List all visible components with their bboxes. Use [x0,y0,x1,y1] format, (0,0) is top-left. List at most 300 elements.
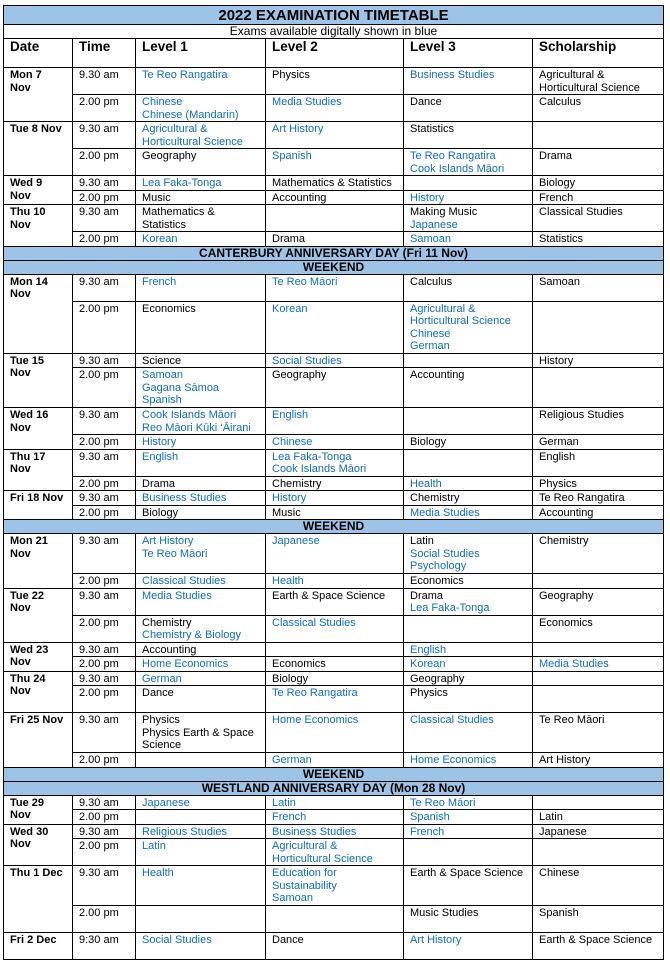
level-3-cell [404,95,533,122]
exam-subject: Business Studies [272,825,357,838]
exam-subject: Geography [142,150,197,162]
exam-subject: Biology [142,506,179,519]
time-cell: 9.30 am [73,408,136,435]
level-3-cell [404,476,533,491]
exam-subject: Music [272,506,301,519]
level-2-cell [266,588,404,615]
exam-subject: Dance [142,687,174,699]
page-title: 2022 EXAMINATION TIMETABLE [4,6,664,25]
scholarship-cell [533,274,664,301]
level-2-cell [266,933,404,960]
level-1-cell [136,449,266,476]
band-row [4,520,664,534]
scholarship-cell [533,408,664,435]
session-row [4,839,664,866]
scholarship-cell [533,906,664,933]
level-3-cell [404,301,533,353]
exam-subject: Accounting [410,369,465,381]
level-2-cell [266,435,404,450]
exam-subject: French [272,811,307,823]
band-label: WEEKEND [4,260,664,274]
date-cell: Wed 16 Nov [4,408,73,450]
exam-subject: Education for [272,867,337,879]
level-1-cell [136,615,266,642]
level-2-cell [266,866,404,906]
session-row [4,232,664,247]
exam-subject: Business Studies [410,69,495,81]
time-cell: 9.30 am [73,713,136,753]
exam-subject: Chinese [272,436,313,448]
time-cell: 9.30 am [73,795,136,810]
exam-subject: Accounting [272,191,327,204]
session-row [4,408,664,435]
level-1-cell [136,839,266,866]
title-row [4,6,664,25]
exam-subject: Spanish [142,394,182,406]
time-cell: 9.30 am [73,176,136,191]
level-2-cell [266,642,404,657]
exam-subject: Dance [272,934,304,946]
exam-subject: Geography [410,672,465,685]
level-3-cell [404,642,533,657]
exam-subject: Classical Studies [142,575,226,587]
session-row [4,657,664,672]
level-3-cell [404,435,533,450]
exam-subject: Art History [142,535,194,547]
session-row [4,122,664,149]
scholarship-cell [533,95,664,122]
level-3-cell [404,686,533,713]
date-cell: Wed 23 Nov [4,642,73,671]
session-row [4,933,664,960]
level-1-cell [136,686,266,713]
level-2-cell [266,810,404,825]
exam-subject: Samoan [410,233,451,245]
scholarship-cell [533,534,664,574]
band-label: CANTERBURY ANNIVERSARY DAY (Fri 11 Nov) [4,246,664,260]
scholarship-cell [533,353,664,368]
level-1-cell [136,122,266,149]
exam-subject: Earth & Space Science [272,589,386,602]
date-cell: Wed 9 Nov [4,176,73,205]
level-2-cell [266,190,404,205]
level-1-cell [136,491,266,506]
session-row [4,505,664,520]
level-1-cell [136,866,266,906]
exam-subject: Accounting [539,506,594,519]
band-label: WEEKEND [4,520,664,534]
scholarship-cell [533,753,664,768]
page-subtitle: Exams available digitally shown in blue [4,25,664,39]
level-1-cell [136,642,266,657]
scholarship-cell [533,810,664,825]
exam-subject: Horticultural Science [539,81,640,94]
time-cell: 2.00 pm [73,615,136,642]
date-cell: Tue 15 Nov [4,353,73,408]
exam-subject: Lea Faka-Tonga [142,177,222,189]
exam-subject: Lea Faka-Tonga [410,602,490,614]
session-row [4,534,664,574]
exam-subject: Making Music [410,206,478,218]
exam-subject: English [410,643,447,656]
exam-subject: Economics [272,658,326,670]
level-2-cell [266,795,404,810]
level-3-cell [404,824,533,839]
exam-subject: Mathematics & Statistics [272,177,392,189]
level-2-cell [266,657,404,672]
exam-subject: French [539,191,574,204]
timetable [3,5,664,960]
exam-subject: Religious Studies [142,825,227,838]
scholarship-cell [533,713,664,753]
header-row [4,39,664,68]
date-cell: Thu 24 Nov [4,671,73,713]
level-3-cell [404,149,533,176]
time-cell: 2.00 pm [73,368,136,408]
exam-subject: Psychology [410,560,467,572]
session-row [4,274,664,301]
level-2-cell [266,408,404,435]
exam-subject: Media Studies [142,589,212,602]
time-cell: 2.00 pm [73,574,136,589]
scholarship-cell [533,122,664,149]
level-1-cell [136,713,266,753]
time-cell: 2.00 pm [73,839,136,866]
exam-subject: Te Reo Rangatira [539,492,625,504]
date-cell: Fri 25 Nov [4,713,73,768]
exam-subject: Social Studies [272,354,342,367]
level-3-cell [404,353,533,368]
date-cell: Thu 17 Nov [4,449,73,491]
exam-subject: Classical Studies [410,714,494,726]
exam-subject: Latin [142,840,166,852]
exam-subject: History [539,354,574,367]
exam-subject: Te Reo Rangatira [410,150,496,162]
level-1-cell [136,906,266,933]
exam-subject: Agricultural & [539,69,605,81]
level-3-cell [404,274,533,301]
header-level-1: Level 1 [136,39,266,68]
session-row [4,824,664,839]
level-2-cell [266,753,404,768]
session-row [4,588,664,615]
exam-subject: Latin [539,811,563,823]
exam-subject: German [539,436,579,448]
time-cell: 2.00 pm [73,657,136,672]
level-1-cell [136,205,266,232]
scholarship-cell [533,301,664,353]
level-1-cell [136,574,266,589]
band-label: WEEKEND [4,767,664,781]
level-1-cell [136,408,266,435]
session-row [4,686,664,713]
time-cell: 9.30 am [73,534,136,574]
date-cell: Thu 10 Nov [4,205,73,247]
session-row [4,906,664,933]
time-cell: 2.00 pm [73,232,136,247]
scholarship-cell [533,368,664,408]
exam-subject: Calculus [539,96,582,108]
level-3-cell [404,933,533,960]
scholarship-cell [533,205,664,232]
level-2-cell [266,205,404,232]
exam-subject: Media Studies [272,96,342,108]
date-cell: Mon 21 Nov [4,534,73,589]
time-cell: 9.30 am [73,68,136,95]
exam-subject: Agricultural & [272,840,338,852]
header-time: Time [73,39,136,68]
exam-subject: Dance [410,96,442,108]
session-row [4,795,664,810]
exam-subject: Sustainability [272,879,337,892]
exam-subject: Korean [142,233,178,245]
level-3-cell [404,657,533,672]
exam-subject: Religious Studies [539,409,624,421]
exam-subject: Samoan [272,892,313,904]
exam-subject: Samoan [539,275,580,288]
exam-subject: History [272,492,307,504]
scholarship-cell [533,686,664,713]
time-cell: 9.30 am [73,122,136,149]
session-row [4,810,664,825]
exam-subject: Cook Islands Māori [410,162,505,175]
level-3-cell [404,906,533,933]
scholarship-cell [533,657,664,672]
level-1-cell [136,95,266,122]
exam-subject: English [272,409,309,421]
level-3-cell [404,615,533,642]
header-level-3: Level 3 [404,39,533,68]
exam-subject: Chemistry [272,477,322,490]
exam-subject: Samoan [142,369,183,381]
level-1-cell [136,149,266,176]
scholarship-cell [533,795,664,810]
time-cell: 2.00 pm [73,505,136,520]
level-3-cell [404,232,533,247]
band-row [4,781,664,795]
exam-subject: Home Economics [410,754,497,766]
exam-subject: English [142,450,179,463]
exam-subject: Japanese [410,218,458,231]
exam-subject: Chinese (Mandarin) [142,108,239,121]
exam-subject: Home Economics [142,658,229,670]
level-1-cell [136,190,266,205]
exam-subject: Accounting [142,643,197,656]
time-cell: 2.00 pm [73,686,136,713]
level-1-cell [136,368,266,408]
scholarship-cell [533,588,664,615]
scholarship-cell [533,933,664,960]
exam-subject: Korean [272,302,308,315]
level-2-cell [266,449,404,476]
date-cell: Mon 7 Nov [4,68,73,122]
level-2-cell [266,368,404,408]
exam-subject: Agricultural & [410,302,476,315]
exam-subject: German [410,340,450,352]
level-1-cell [136,657,266,672]
exam-subject: Classical Studies [272,616,356,629]
level-2-cell [266,95,404,122]
level-1-cell [136,435,266,450]
exam-subject: Earth & Space Science [539,934,653,946]
scholarship-cell [533,615,664,642]
level-1-cell [136,795,266,810]
session-row [4,205,664,232]
time-cell: 9.30 am [73,491,136,506]
exam-subject: Chemistry [142,616,192,629]
exam-subject: Statistics [142,218,187,231]
level-1-cell [136,534,266,574]
scholarship-cell [533,435,664,450]
exam-subject: History [410,191,445,204]
exam-subject: Physics Earth & Space [142,726,254,739]
scholarship-cell [533,232,664,247]
level-1-cell [136,274,266,301]
time-cell: 9.30 am [73,205,136,232]
time-cell: 2.00 pm [73,149,136,176]
exam-subject: Lea Faka-Tonga [272,450,352,463]
level-1-cell [136,588,266,615]
exam-subject: Classical Studies [539,206,623,218]
exam-subject: Social Studies [410,547,480,560]
level-3-cell [404,505,533,520]
exam-subject: Art History [272,123,324,135]
exam-subject: Te Reo Māori [272,275,338,288]
time-cell: 9.30 am [73,588,136,615]
level-1-cell [136,505,266,520]
time-cell: 2.00 pm [73,95,136,122]
exam-subject: English [539,450,576,463]
level-2-cell [266,476,404,491]
session-row [4,615,664,642]
exam-subject: Music Studies [410,907,479,919]
time-cell: 9:30 am [73,933,136,960]
level-3-cell [404,810,533,825]
session-row [4,449,664,476]
band-row [4,767,664,781]
level-1-cell [136,753,266,768]
exam-subject: Horticultural Science [272,852,373,865]
exam-subject: Music [142,191,171,204]
exam-subject: Geography [272,369,327,381]
exam-subject: Physics [142,714,180,726]
level-3-cell [404,205,533,232]
exam-subject: Japanese [142,796,190,809]
scholarship-cell [533,866,664,906]
exam-subject: Japanese [539,825,587,838]
level-2-cell [266,176,404,191]
exam-subject: Chinese [410,327,451,340]
exam-subject: Agricultural & [142,123,208,135]
exam-subject: Calculus [410,275,453,288]
scholarship-cell [533,476,664,491]
session-row [4,753,664,768]
time-cell: 9.30 am [73,642,136,657]
subtitle-row [4,25,664,39]
exam-subject: Chinese [539,867,580,879]
level-1-cell [136,476,266,491]
exam-subject: Drama [539,150,573,162]
level-2-cell [266,149,404,176]
level-1-cell [136,68,266,95]
level-3-cell [404,671,533,686]
exam-subject: Health [410,477,442,490]
session-row [4,301,664,353]
header-date: Date [4,39,73,68]
exam-subject: Te Reo Rangatira [272,687,358,699]
level-3-cell [404,68,533,95]
level-3-cell [404,190,533,205]
session-row [4,491,664,506]
exam-subject: Statistics [410,123,455,135]
level-3-cell [404,408,533,435]
date-cell: Tue 29 Nov [4,795,73,824]
exam-subject: Health [142,867,174,879]
level-1-cell [136,810,266,825]
level-2-cell [266,274,404,301]
level-3-cell [404,122,533,149]
exam-subject: Te Reo Māori [142,547,208,560]
date-cell: Thu 1 Dec [4,866,73,933]
scholarship-cell [533,68,664,95]
date-cell: Mon 14 Nov [4,274,73,353]
exam-subject: Business Studies [142,492,227,504]
level-1-cell [136,301,266,353]
scholarship-cell [533,824,664,839]
exam-subject: Biology [410,436,447,448]
time-cell: 9.30 am [73,824,136,839]
session-row [4,149,664,176]
exam-subject: Physics [410,687,448,699]
level-2-cell [266,353,404,368]
level-2-cell [266,534,404,574]
session-row [4,190,664,205]
session-row [4,574,664,589]
date-cell: Tue 22 Nov [4,588,73,642]
scholarship-cell [533,505,664,520]
session-row [4,176,664,191]
time-cell: 9.30 am [73,671,136,686]
time-cell: 2.00 pm [73,301,136,353]
exam-subject: Science [142,354,182,367]
level-1-cell [136,176,266,191]
exam-subject: Social Studies [142,934,212,946]
exam-subject: Spanish [410,811,450,823]
session-row [4,642,664,657]
level-2-cell [266,232,404,247]
exam-subject: Te Reo Māori [410,796,476,809]
session-row [4,671,664,686]
exam-subject: Te Reo Māori [539,714,605,726]
time-cell: 2.00 pm [73,190,136,205]
scholarship-cell [533,149,664,176]
level-2-cell [266,686,404,713]
exam-subject: French [142,275,177,288]
level-2-cell [266,824,404,839]
time-cell: 2.00 pm [73,753,136,768]
band-row [4,260,664,274]
date-cell: Wed 30 Nov [4,824,73,866]
exam-subject: Reo Māori Kūki ‘Āirani [142,421,251,434]
level-3-cell [404,588,533,615]
session-row [4,866,664,906]
time-cell: 2.00 pm [73,476,136,491]
scholarship-cell [533,839,664,866]
exam-subject: Economics [539,616,593,629]
time-cell: 9.30 am [73,866,136,906]
exam-subject: Gagana Sāmoa [142,381,220,394]
level-3-cell [404,753,533,768]
